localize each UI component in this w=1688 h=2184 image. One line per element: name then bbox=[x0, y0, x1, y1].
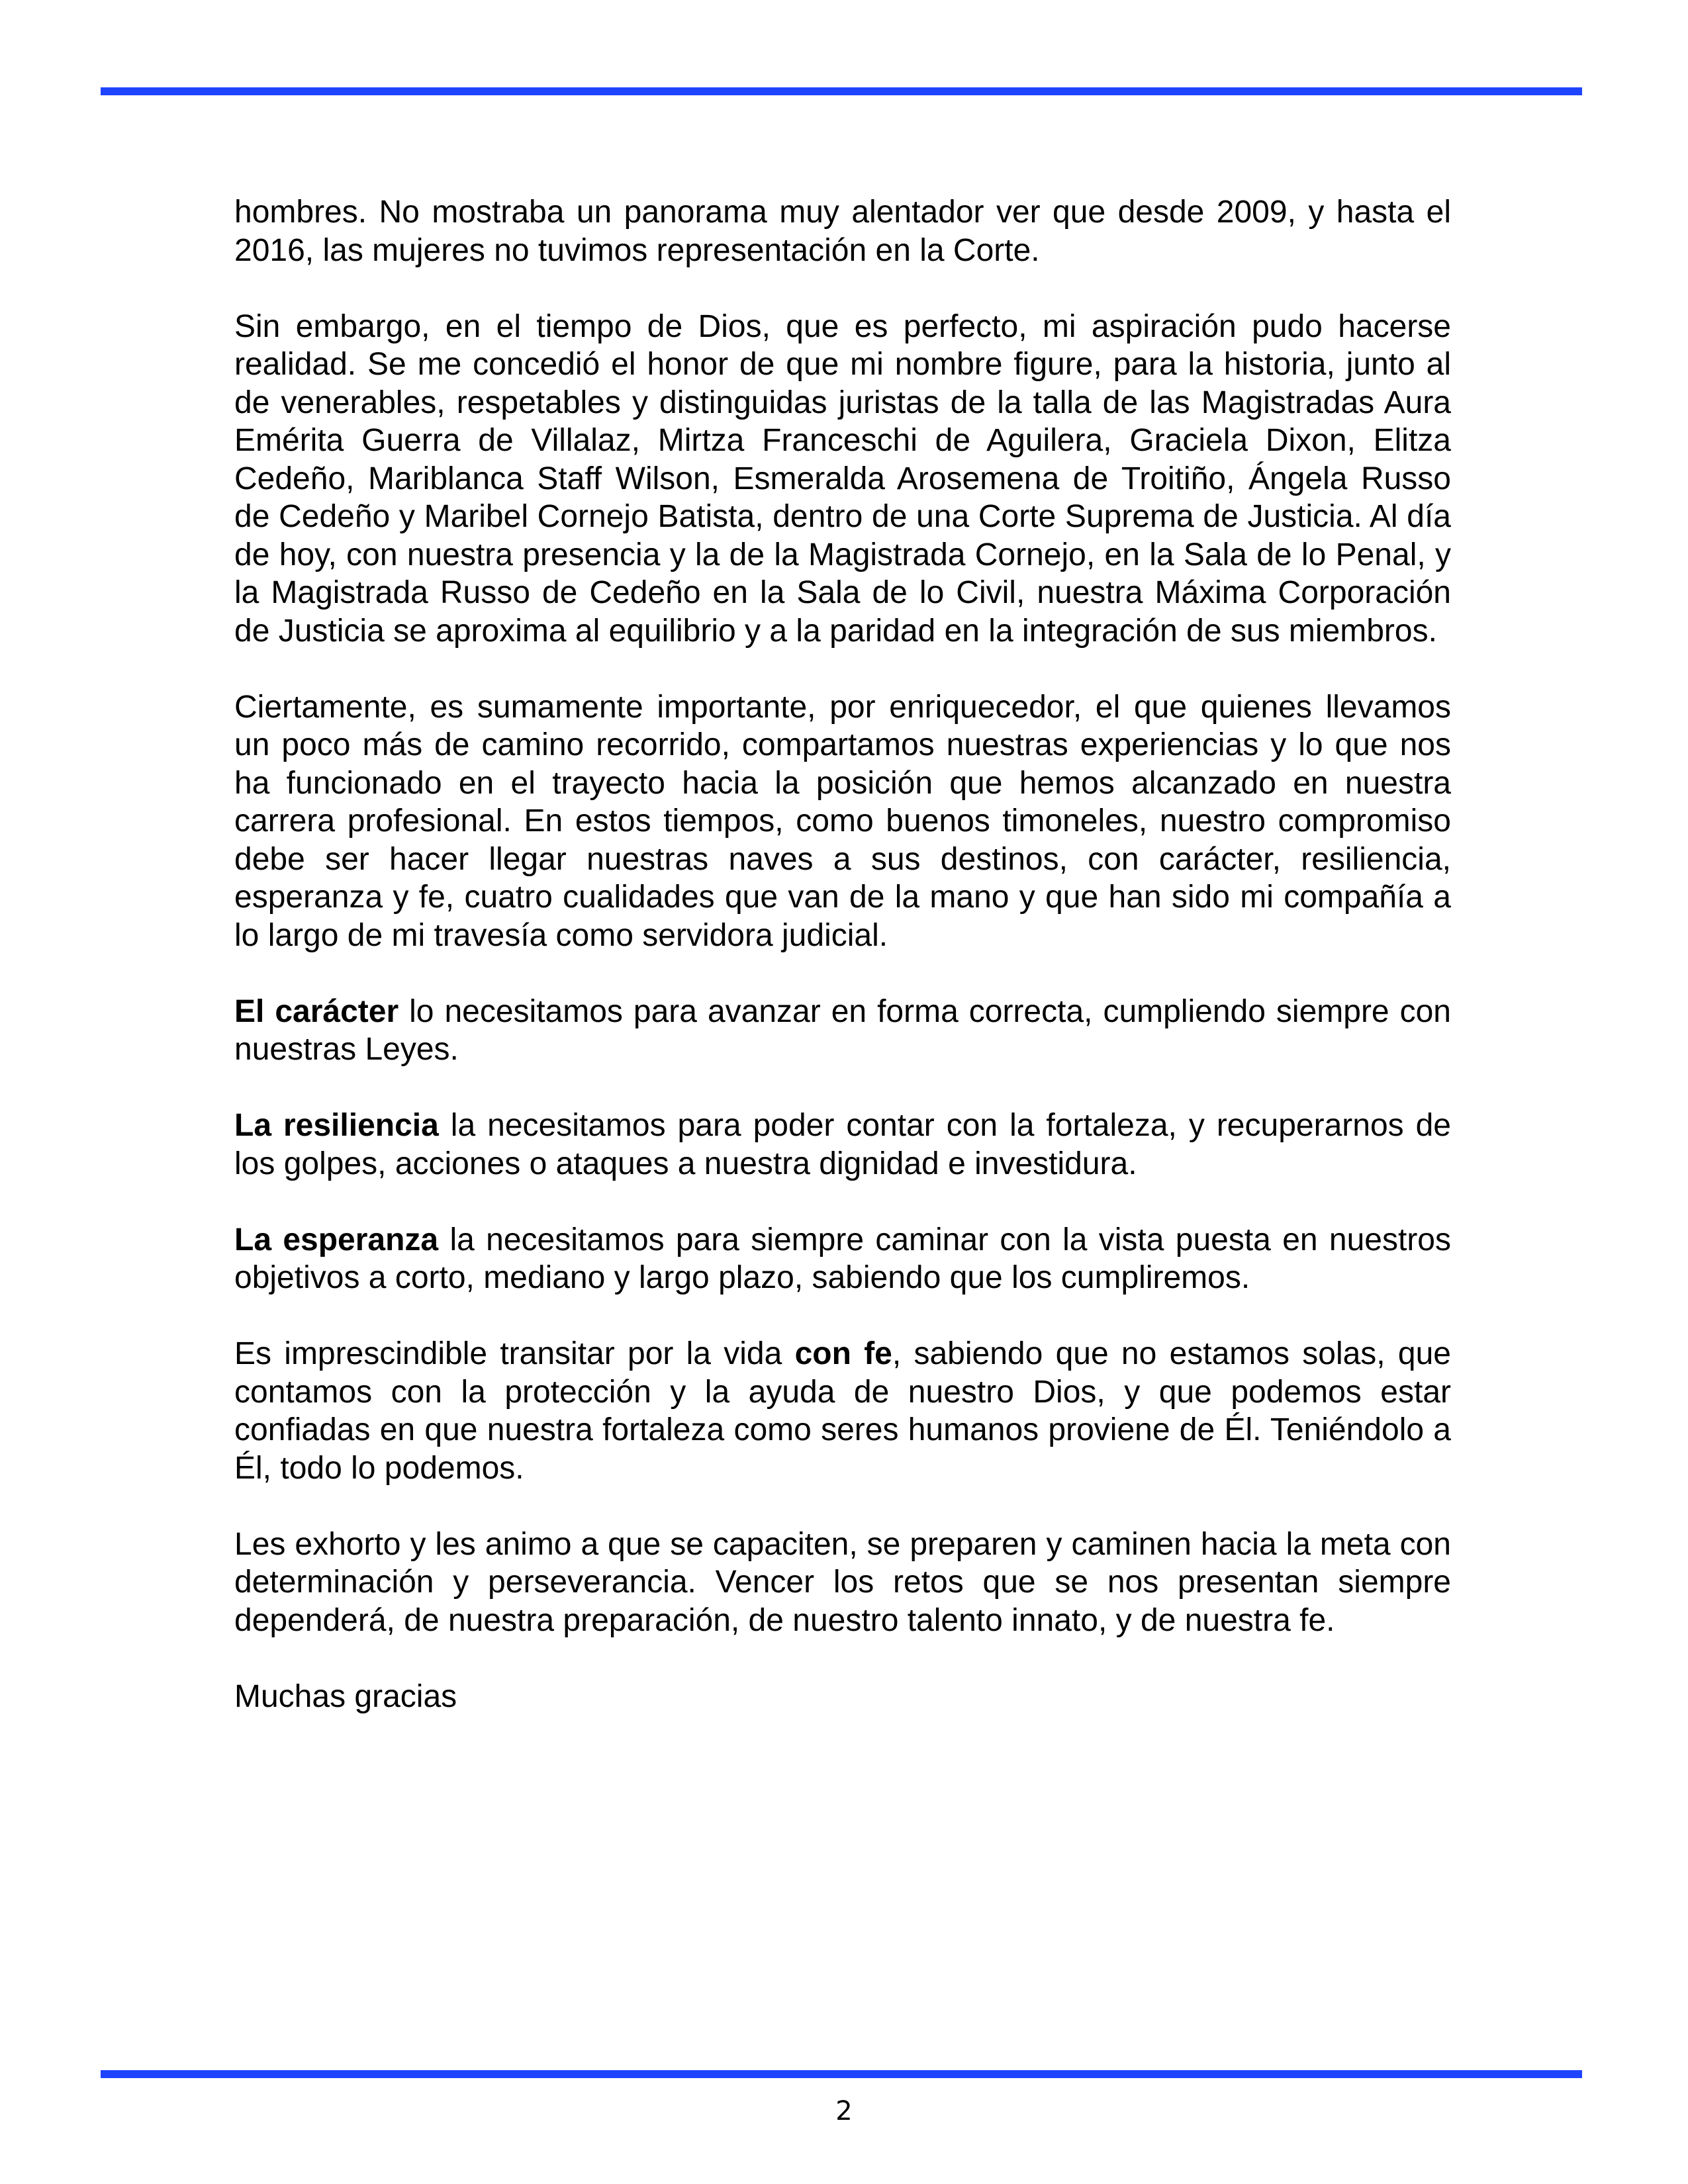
page-number: 2 bbox=[835, 2096, 853, 2126]
paragraph-text: la necesitamos para poder contar con la fortaleza, y recuperarnos de los golpes, acciones o ataques a nuestra dignidad e investidura. bbox=[234, 1108, 1452, 1181]
footer-rule bbox=[101, 2070, 1582, 2078]
paragraph-character bbox=[234, 993, 1451, 1069]
header-rule bbox=[101, 87, 1582, 95]
paragraph-text: , sabiendo que no estamos solas, que contamos con la protección y la ayuda de nuestro Dios, y que podemos estar confiadas en que nuestra fortaleza como seres humanos proviene de Él. Teniéndolo a Él, todo lo podemos. bbox=[234, 1336, 1451, 1486]
bold-phrase: El carácter bbox=[234, 993, 399, 1029]
paragraph-resilience bbox=[234, 1107, 1451, 1183]
paragraph-text: Es imprescindible transitar por la vida bbox=[234, 1336, 795, 1371]
bold-phrase: La esperanza bbox=[234, 1222, 439, 1257]
paragraph-3: Ciertamente, es sumamente importante, por enriquecedor, el que quienes llevamos un poco más de camino recorrido, compartamos nuestras experiencias y lo que nos ha funcionado en el trayecto hacia la posición que hemos alcanzado en nuestra carrera profesional. En estos tiempos, como buenos timoneles, nuestro compromiso debe ser hacer llegar nuestras naves a sus destinos, con carácter, resiliencia, esperanza y fe, cuatro cualidades que van de la mano y que han sido mi compañía a lo largo de mi travesía como servidora judicial. bbox=[234, 689, 1451, 953]
paragraph-text: la necesitamos para siempre caminar con la vista puesta en nuestros objetivos a corto, mediano y largo plazo, sabiendo que los cumpliremos. bbox=[234, 1222, 1452, 1295]
paragraph-faith bbox=[234, 1335, 1451, 1487]
paragraph-hope bbox=[234, 1221, 1451, 1297]
bold-phrase: con fe bbox=[794, 1336, 892, 1371]
bold-phrase: La resiliencia bbox=[234, 1108, 439, 1143]
closing-line: Muchas gracias bbox=[234, 1678, 457, 1714]
paragraph-2: Sin embargo, en el tiempo de Dios, que es perfecto, mi aspiración pudo hacerse realidad. Se me concedió el honor de que mi nombre figure, para la historia, junto al de venerables, respetables y distinguidas juristas de la talla de las Magistradas Aura Emérita Guerra de Villalaz, Mirtza Franceschi de Aguilera, Graciela Dixon, Elitza Cedeño, Mariblanca Staff Wilson, Esmeralda Arosemena de Troitiño, Ángela Russo de Cedeño y Maribel Cornejo Batista, dentro de una Corte Suprema de Justicia. Al día de hoy, con nuestra presencia y la de la Magistrada Cornejo, en la Sala de lo Penal, y la Magistrada Russo de Cedeño en la Sala de lo Civil, nuestra Máxima Corporación de Justicia se aproxima al equilibrio y a la paridad en la integración de sus miembros. bbox=[234, 308, 1451, 649]
paragraph-8: Les exhorto y les animo a que se capaciten, se preparen y caminen hacia la meta con determinación y perseverancia. Vencer los retos que se nos presentan siempre dependerá, de nuestra preparación, de nuestro talento innato, y de nuestra fe. bbox=[234, 1526, 1451, 1638]
paragraph-text: lo necesitamos para avanzar en forma correcta, cumpliendo siempre con nuestras Leyes. bbox=[234, 993, 1451, 1067]
document-body bbox=[234, 193, 1451, 1754]
paragraph-1: hombres. No mostraba un panorama muy alentador ver que desde 2009, y hasta el 2016, las mujeres no tuvimos representación en la Corte. bbox=[234, 195, 1451, 268]
